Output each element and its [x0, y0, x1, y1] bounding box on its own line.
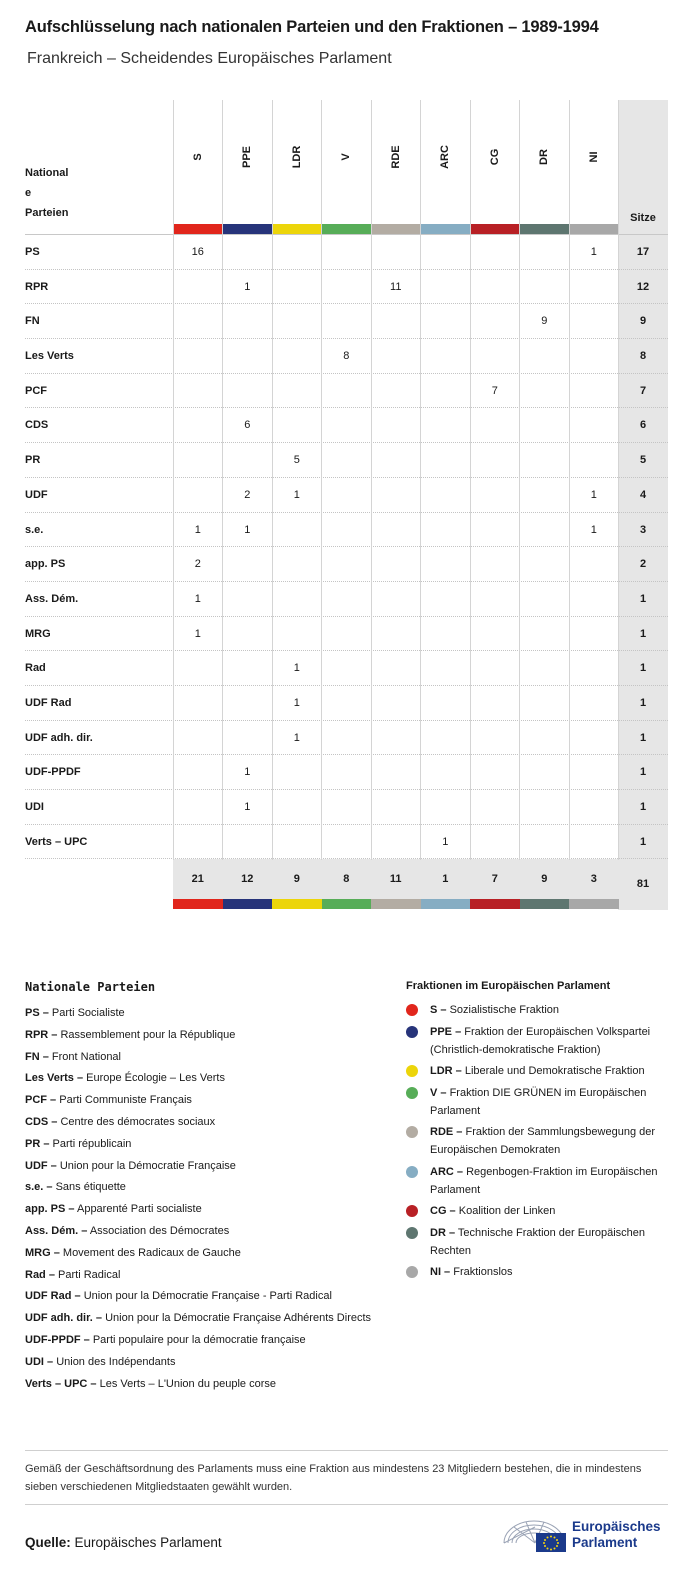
- group-color-bar: [470, 899, 520, 909]
- party-name: PCF: [25, 384, 47, 397]
- group-color-bar: [569, 899, 619, 909]
- group-color-bar: [421, 224, 471, 234]
- party-name: Verts – UPC: [25, 835, 88, 848]
- group-color-bar: [371, 899, 421, 909]
- row-total: 17: [636, 246, 650, 258]
- table-row: [25, 443, 668, 478]
- group-color-dot-icon: [406, 1266, 418, 1278]
- party-name: PR: [25, 454, 41, 467]
- table-row: [25, 339, 668, 374]
- seat-cell: 6: [244, 419, 251, 432]
- group-total: 9: [520, 859, 570, 899]
- legend-party-item: app. PS – Apparenté Parti socialiste: [25, 1203, 202, 1216]
- group-color-bar: [371, 224, 421, 234]
- legend-group-item: LDR – Liberale und Demokratische Fraktion: [406, 1062, 672, 1080]
- group-color-bar: [322, 224, 372, 234]
- grid-line: [569, 100, 570, 860]
- table-row: [25, 721, 668, 756]
- seat-cell: 1: [442, 835, 449, 848]
- grid-line: [420, 100, 421, 860]
- seat-cell: 1: [244, 280, 251, 293]
- source-text: Europäisches Parlament: [74, 1535, 222, 1550]
- party-name: UDF Rad: [25, 696, 72, 709]
- party-name: MRG: [25, 627, 51, 640]
- group-total: 21: [173, 859, 223, 899]
- group-total: 3: [569, 859, 619, 899]
- group-header-label: S: [191, 153, 204, 161]
- party-name: UDF-PPDF: [25, 766, 81, 779]
- group-color-bar: [569, 224, 619, 234]
- table-row: [25, 651, 668, 686]
- table-row: [25, 408, 668, 443]
- legend-party-item: PCF – Parti Communiste Français: [25, 1094, 192, 1107]
- group-header-label: RDE: [389, 145, 402, 169]
- legend-party-item: PS – Parti Socialiste: [25, 1007, 125, 1019]
- party-name: Rad: [25, 662, 46, 675]
- row-total: 1: [639, 766, 647, 779]
- grid-line: [272, 100, 273, 860]
- party-name: Ass. Dém.: [25, 592, 79, 605]
- legend-party-item: Ass. Dém. – Association des Démocrates: [25, 1224, 230, 1237]
- party-name: UDI: [25, 801, 44, 813]
- table-row: [25, 513, 668, 548]
- row-total: 5: [639, 454, 647, 467]
- totals-row: [25, 859, 668, 911]
- divider: [25, 1450, 668, 1451]
- legend-party-item: FN – Front National: [25, 1050, 121, 1063]
- grid-line: [470, 100, 471, 860]
- group-color-bar: [421, 899, 471, 909]
- legend-group-item: NI – Fraktionslos: [406, 1263, 672, 1281]
- page-subtitle: Frankreich – Scheidendes Europäisches Parlament: [27, 50, 392, 67]
- grid-line: [618, 100, 619, 860]
- group-header-label: ARC: [439, 145, 452, 169]
- logo-wordmark: Europäisches Parlament: [572, 1519, 661, 1550]
- table-header: [25, 100, 668, 235]
- legend-party-item: RPR – Rassemblement pour la République: [25, 1028, 236, 1041]
- seat-cell: 1: [194, 523, 201, 536]
- table-row: [25, 686, 668, 721]
- legend-party-item: UDF Rad – Union pour la Démocratie Française - Parti Radical: [25, 1290, 332, 1303]
- row-total: 8: [639, 350, 647, 363]
- legend-group-item: V – Fraktion DIE GRÜNEN im Europäischen Parlament: [406, 1084, 672, 1120]
- party-column-header: National e Parteien: [25, 167, 69, 219]
- row-total: 1: [639, 662, 647, 675]
- seat-cell: 16: [191, 246, 204, 258]
- legend-party-item: UDI – Union des Indépendants: [25, 1355, 176, 1368]
- legend-party-item: UDF – Union pour la Démocratie Française: [25, 1159, 236, 1172]
- seat-cell: 1: [293, 696, 300, 709]
- seats-table: [25, 100, 668, 911]
- row-total: 2: [639, 558, 647, 571]
- row-total: 6: [639, 419, 647, 432]
- seat-cell: 1: [244, 766, 251, 779]
- seat-cell: 1: [293, 731, 300, 744]
- source-line: [25, 1535, 222, 1550]
- seat-cell: 1: [293, 488, 300, 501]
- legend-group-item: RDE – Fraktion der Sammlungsbewegung der Europäischen Demokraten: [406, 1123, 672, 1159]
- group-color-bar: [223, 899, 273, 909]
- row-total: 3: [639, 523, 647, 536]
- group-color-bar: [223, 224, 273, 234]
- grid-line: [321, 100, 322, 860]
- table-row: [25, 235, 668, 270]
- legend-party-item: Rad – Parti Radical: [25, 1268, 121, 1281]
- group-header-label: CG: [488, 148, 501, 166]
- party-name: app. PS: [25, 558, 66, 571]
- group-total: 1: [421, 859, 471, 899]
- table-row: [25, 270, 668, 305]
- group-color-dot-icon: [406, 1227, 418, 1239]
- seat-cell: 1: [590, 246, 597, 258]
- group-color-dot-icon: [406, 1205, 418, 1217]
- group-color-dot-icon: [406, 1166, 418, 1178]
- group-color-bar: [470, 224, 520, 234]
- party-name: CDS: [25, 419, 49, 432]
- table-row: [25, 825, 668, 860]
- group-total: 8: [322, 859, 372, 899]
- party-name: UDF: [25, 488, 48, 501]
- grid-line: [222, 100, 223, 860]
- legend-party-item: CDS – Centre des démocrates sociaux: [25, 1115, 216, 1128]
- group-total: 7: [470, 859, 520, 899]
- group-total: 9: [272, 859, 322, 899]
- parliament-hemicycle-icon: [502, 1513, 568, 1553]
- table-row: [25, 617, 668, 652]
- grid-line: [519, 100, 520, 860]
- party-name: Les Verts: [25, 350, 74, 363]
- legend-party-item: Verts – UPC – Les Verts – L'Union du peuple corse: [25, 1377, 276, 1390]
- party-name: PS: [25, 246, 40, 258]
- group-total: 12: [223, 859, 273, 899]
- row-total: 7: [639, 384, 647, 397]
- group-header-label: PPE: [241, 145, 254, 169]
- seat-cell: 1: [244, 801, 251, 813]
- legend-group-item: DR – Technische Fraktion der Europäischen Rechten: [406, 1224, 672, 1260]
- group-color-dot-icon: [406, 1087, 418, 1099]
- legend-party-item: UDF adh. dir. – Union pour la Démocratie Française Adhérents Directs: [25, 1312, 372, 1325]
- row-total: 1: [639, 731, 647, 744]
- table-body: [25, 235, 668, 859]
- seat-cell: 1: [244, 523, 251, 536]
- seats-column-header: Sitze: [630, 212, 656, 224]
- group-color-dot-icon: [406, 1065, 418, 1077]
- seat-cell: 11: [390, 280, 402, 293]
- seat-cell: 2: [194, 558, 201, 571]
- row-total: 1: [639, 627, 647, 640]
- row-total: 1: [639, 835, 647, 848]
- legend-party-item: s.e. – Sans étiquette: [25, 1181, 126, 1194]
- table-row: [25, 478, 668, 513]
- legend-group-item: ARC – Regenbogen-Fraktion im Europäischen Parlament: [406, 1163, 672, 1199]
- legend-group-item: PPE – Fraktion der Europäischen Volkspartei (Christlich-demokratische Fraktion): [406, 1023, 672, 1059]
- group-color-bar: [520, 224, 570, 234]
- divider: [25, 1504, 668, 1505]
- party-name: FN: [25, 315, 40, 328]
- group-header-label: DR: [538, 149, 551, 165]
- row-total: 1: [639, 696, 647, 709]
- party-name: RPR: [25, 280, 49, 293]
- group-color-bar: [173, 899, 223, 909]
- row-total: 4: [639, 488, 647, 501]
- grid-line: [371, 100, 372, 860]
- legend-political-groups: [406, 980, 672, 1285]
- seat-cell: 1: [194, 592, 201, 605]
- european-parliament-logo: [502, 1513, 672, 1553]
- table-row: [25, 755, 668, 790]
- seat-cell: 9: [541, 315, 548, 328]
- row-total: 1: [639, 592, 647, 605]
- row-total: 12: [636, 280, 650, 293]
- group-header-label: LDR: [290, 145, 303, 169]
- legend-parties-title: Nationale Parteien: [25, 980, 156, 994]
- seat-cell: 8: [343, 350, 350, 363]
- seat-cell: 1: [293, 662, 300, 675]
- seat-cell: 7: [491, 384, 498, 397]
- group-header-label: V: [340, 153, 353, 161]
- source-label: Quelle:: [25, 1535, 71, 1550]
- legend-group-item: CG – Koalition der Linken: [406, 1202, 672, 1220]
- row-total: 1: [639, 801, 647, 813]
- group-color-bar: [272, 899, 322, 909]
- legend-group-item: S – Sozialistische Fraktion: [406, 1001, 672, 1019]
- seat-cell: 1: [590, 523, 597, 536]
- grid-line: [173, 100, 174, 860]
- table-row: [25, 582, 668, 617]
- table-row: [25, 790, 668, 825]
- group-color-dot-icon: [406, 1026, 418, 1038]
- legend-party-item: UDF-PPDF – Parti populaire pour la démocratie française: [25, 1333, 306, 1346]
- group-color-bar: [520, 899, 570, 909]
- group-color-bar: [272, 224, 322, 234]
- legend-party-item: Les Verts – Europe Écologie – Les Verts: [25, 1072, 225, 1085]
- legend-groups-title: Fraktionen im Europäischen Parlament: [406, 980, 611, 992]
- group-color-dot-icon: [406, 1126, 418, 1138]
- table-row: [25, 547, 668, 582]
- legend-party-item: MRG – Movement des Radicaux de Gauche: [25, 1246, 241, 1259]
- seat-cell: 5: [293, 454, 300, 467]
- row-total: 9: [639, 315, 647, 328]
- group-header-label: NI: [587, 151, 600, 163]
- legend-national-parties: [25, 980, 375, 1396]
- party-name: s.e.: [25, 523, 44, 536]
- seat-cell: 1: [194, 627, 201, 640]
- table-row: [25, 374, 668, 409]
- page-title: Aufschlüsselung nach nationalen Parteien und den Fraktionen – 1989-1994: [25, 18, 599, 36]
- party-name: UDF adh. dir.: [25, 731, 93, 744]
- legend-party-item: PR – Parti républicain: [25, 1137, 132, 1150]
- table-row: [25, 304, 668, 339]
- group-color-bar: [322, 899, 372, 909]
- grand-total: 81: [618, 859, 668, 909]
- group-total: 11: [371, 859, 421, 899]
- seat-cell: 1: [590, 488, 597, 501]
- group-color-bar: [173, 224, 223, 234]
- group-color-dot-icon: [406, 1004, 418, 1016]
- footnote: Gemäß der Geschäftsordnung des Parlaments muss eine Fraktion aus mindestens 23 Mitgliedern bestehen, die in mindestens sieben verschiedenen Mitgliedstaaten gewählt wurden.: [25, 1463, 642, 1493]
- seat-cell: 2: [244, 488, 251, 501]
